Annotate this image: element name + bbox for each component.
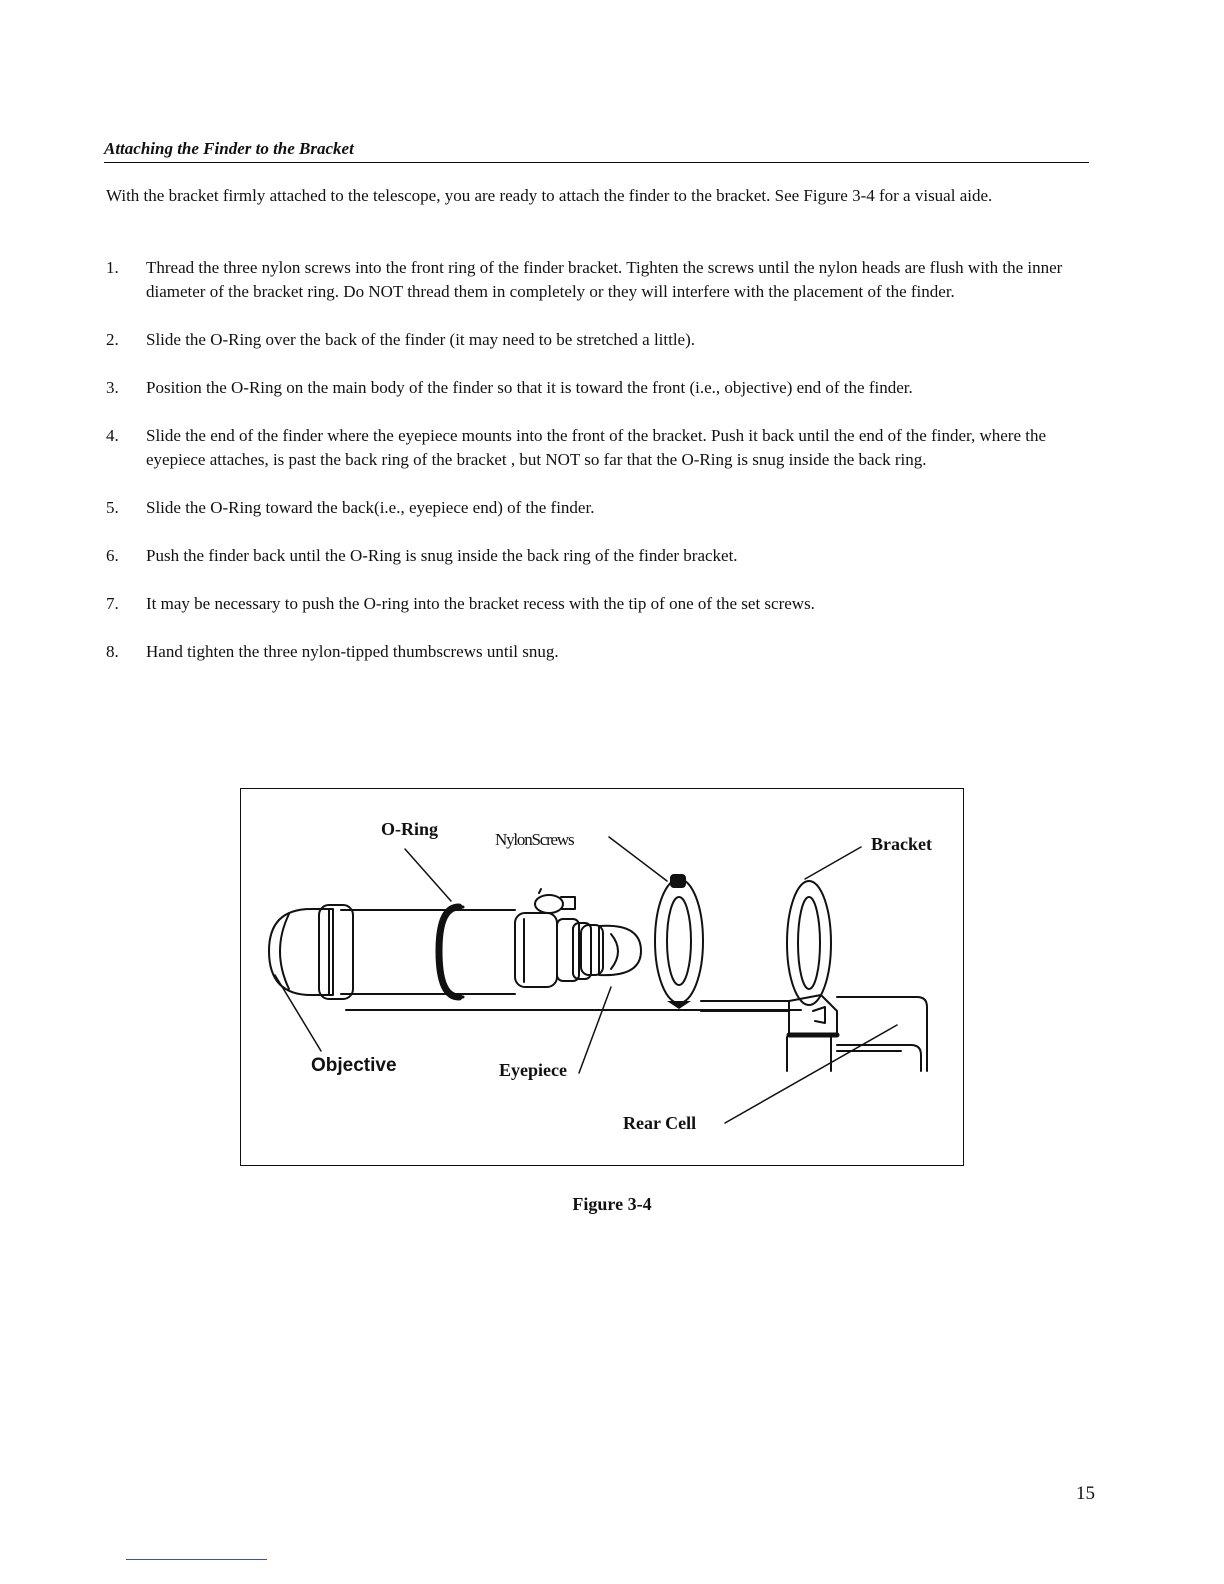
step-text: Push the finder back until the O-Ring is snug inside the back ring of the finder bracket.	[146, 546, 738, 565]
rear-cell-leader	[725, 1025, 897, 1123]
step-text: Slide the O-Ring over the back of the finder (it may need to be stretched a little).	[146, 330, 696, 349]
step-text: Thread the three nylon screws into the front ring of the finder bracket. Tighten the screws until the nylon heads are flush with the inner diameter of the bracket ring. Do NOT thread them in completely or they will interfere with the placement of the finder.	[146, 258, 1063, 301]
step-text: Slide the O-Ring toward the back(i.e., eyepiece end) of the finder.	[146, 498, 595, 517]
footer-rule	[126, 1559, 267, 1560]
list-item	[106, 376, 1081, 400]
intro-paragraph: With the bracket firmly attached to the telescope, you are ready to attach the finder to the bracket. See Figure 3-4 for a visual aide.	[106, 186, 993, 205]
step-text: Hand tighten the three nylon-tipped thumbscrews until snug.	[146, 642, 559, 661]
label-o-ring: O-Ring	[381, 819, 439, 839]
list-item	[106, 328, 1081, 352]
label-eyepiece: Eyepiece	[499, 1060, 567, 1080]
step-text: It may be necessary to push the O-ring into the bracket recess with the tip of one of the set screws.	[146, 594, 815, 613]
step-number: 7.	[106, 594, 119, 613]
list-item	[106, 424, 1081, 472]
finder-diagram	[241, 789, 965, 1167]
figure-caption: Figure 3-4	[572, 1194, 652, 1214]
step-number: 4.	[106, 426, 119, 445]
eyepiece-holder	[515, 889, 579, 987]
list-item	[106, 640, 1081, 664]
step-number: 1.	[106, 258, 119, 277]
finder-tube	[341, 910, 515, 994]
bracket-base	[787, 995, 927, 1071]
oring-leader	[405, 849, 451, 901]
step-number: 2.	[106, 330, 119, 349]
step-number: 6.	[106, 546, 119, 565]
front-bracket-ring	[655, 875, 703, 1009]
label-nylon-screws: NylonScrews	[495, 830, 574, 849]
o-ring-shape	[439, 907, 463, 997]
instruction-list	[106, 256, 1081, 664]
rear-bracket-ring	[787, 881, 831, 1005]
list-item	[106, 256, 1081, 304]
bracket-leader	[805, 847, 861, 879]
objective-leader	[275, 975, 321, 1051]
step-number: 8.	[106, 642, 119, 661]
front-cell	[319, 905, 353, 999]
list-item	[106, 496, 1081, 520]
list-item	[106, 592, 1081, 616]
label-bracket: Bracket	[871, 834, 932, 854]
step-number: 5.	[106, 498, 119, 517]
nylon-screws-leader	[609, 837, 667, 881]
list-item	[106, 544, 1081, 568]
label-rear-cell: Rear Cell	[623, 1113, 697, 1133]
step-number: 3.	[106, 378, 119, 397]
page-number: 15	[1076, 1483, 1095, 1504]
step-text: Slide the end of the finder where the eyepiece mounts into the front of the bracket. Push it back until the end of the finder, where the eyepiece attaches, is past the back ring of the bracket , but NOT so far that the O-Ring is snug inside the back ring.	[146, 426, 1047, 469]
eyepiece-shape	[573, 923, 641, 979]
label-objective: Objective	[311, 1055, 397, 1076]
figure-3-4	[240, 788, 964, 1166]
section-heading: Attaching the Finder to the Bracket	[104, 139, 1089, 163]
eyepiece-leader	[579, 987, 611, 1073]
step-text: Position the O-Ring on the main body of the finder so that it is toward the front (i.e., objective) end of the finder.	[146, 378, 913, 397]
